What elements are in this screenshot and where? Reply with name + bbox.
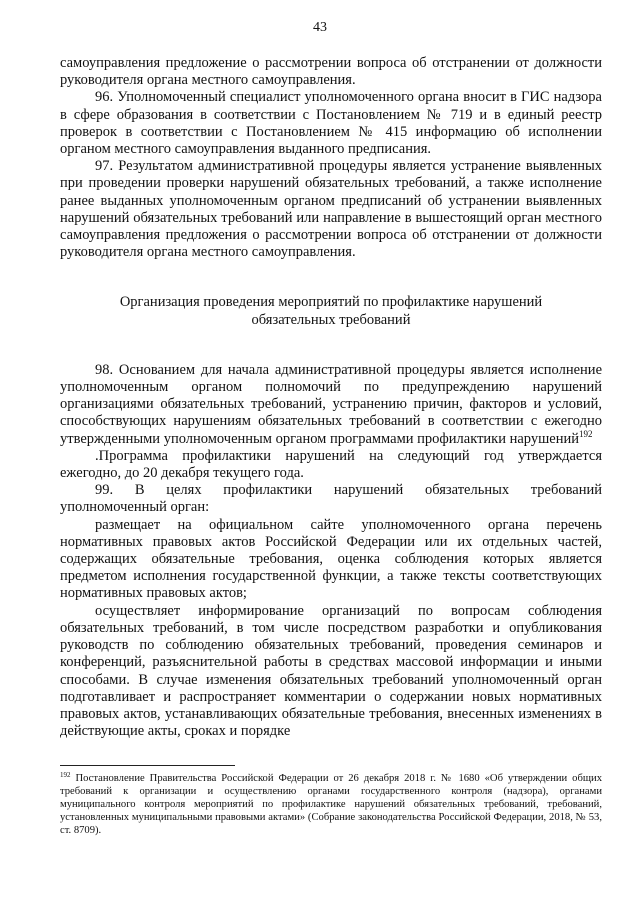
section-heading: Организация проведения мероприятий по профилактике нарушений обязательных требований xyxy=(119,294,543,328)
footnote-mark: 192 xyxy=(60,771,71,779)
page-number: 43 xyxy=(313,20,327,35)
paragraph-program: .Программа профилактики нарушений на следующий год утверждается ежегодно, до 20 декабря текущего года. xyxy=(60,447,602,482)
paragraph-97: 97. Результатом административной процедуры является устранение выявленных при проведении проверки нарушений обязательных требований, а также исполнение ранее выданных уполномоченным органом предписаний об устранении выявленных нарушений обязательных требований или направление в вышестоящий орган местного самоуправления предложения о рассмотрении вопроса об отстранении от должности руководителя органа местного самоуправления. xyxy=(60,158,602,261)
paragraph-osushestvlyaet: осуществляет информирование организаций по вопросам соблюдения обязательных требований, в том числе посредством разработки и опубликования руководств по соблюдению обязательных требований, проведения семинаров и конференций, разъяснительной работы в средствах массовой информации и иными способами. В случае изменения обязательных требований уполномоченный орган подготавливает и распространяет комментарии о содержании новых нормативных правовых актов, устанавливающих обязательные требования, внесенных изменениях в действующие акты, сроках и порядке xyxy=(60,602,602,740)
document-body xyxy=(60,55,602,740)
footnote-divider xyxy=(60,765,235,766)
paragraph-98-text: 98. Основанием для начала административной процедуры является исполнение уполномоченным органом полномочий по предупреждению нарушений организациями обязательных требований, устранению причин, факторов и условий, способствующих нарушениям обязательных требований в соответствии с ежегодно утвержденными уполномоченным органом программами профилактики нарушений xyxy=(60,361,602,447)
paragraph-96: 96. Уполномоченный специалист уполномоченного органа вносит в ГИС надзора в сфере образования в соответствии с Постановлением № 719 и в единый реестр проверок в соответствии с Постановлением № 415 информацию об исполнении органом местного самоуправления выданного предписания. xyxy=(60,89,602,158)
footnote-text: Постановление Правительства Российской Федерации от 26 декабря 2018 г. № 1680 «Об утверждении общих требований к организации и осуществлению органами государственного контроля (надзора), органами муниципального контроля мероприятий по профилактике нарушений обязательных требований, требований, установленных муниципальными правовыми актами» (Собрание законодательства Российской Федерации, 2018, № 53, ст. 8709). xyxy=(60,773,602,836)
paragraph-98 xyxy=(60,362,602,448)
paragraph-razmeshaet: размещает на официальном сайте уполномоченного органа перечень нормативных правовых актов Российской Федерации или их отдельных частей, содержащих обязательные требования, оценка соблюдения которых является предметом исполнения государственной функции, а также тексты соответствующих нормативных правовых актов; xyxy=(60,516,602,602)
paragraph-99: 99. В целях профилактики нарушений обязательных требований уполномоченный орган: xyxy=(60,482,602,516)
footnote-192 xyxy=(60,772,602,837)
footnote-reference-192[interactable]: 192 xyxy=(578,428,593,439)
paragraph-continuation: самоуправления предложение о рассмотрении вопроса об отстранении от должности руководителя органа местного самоуправления. xyxy=(60,55,602,89)
